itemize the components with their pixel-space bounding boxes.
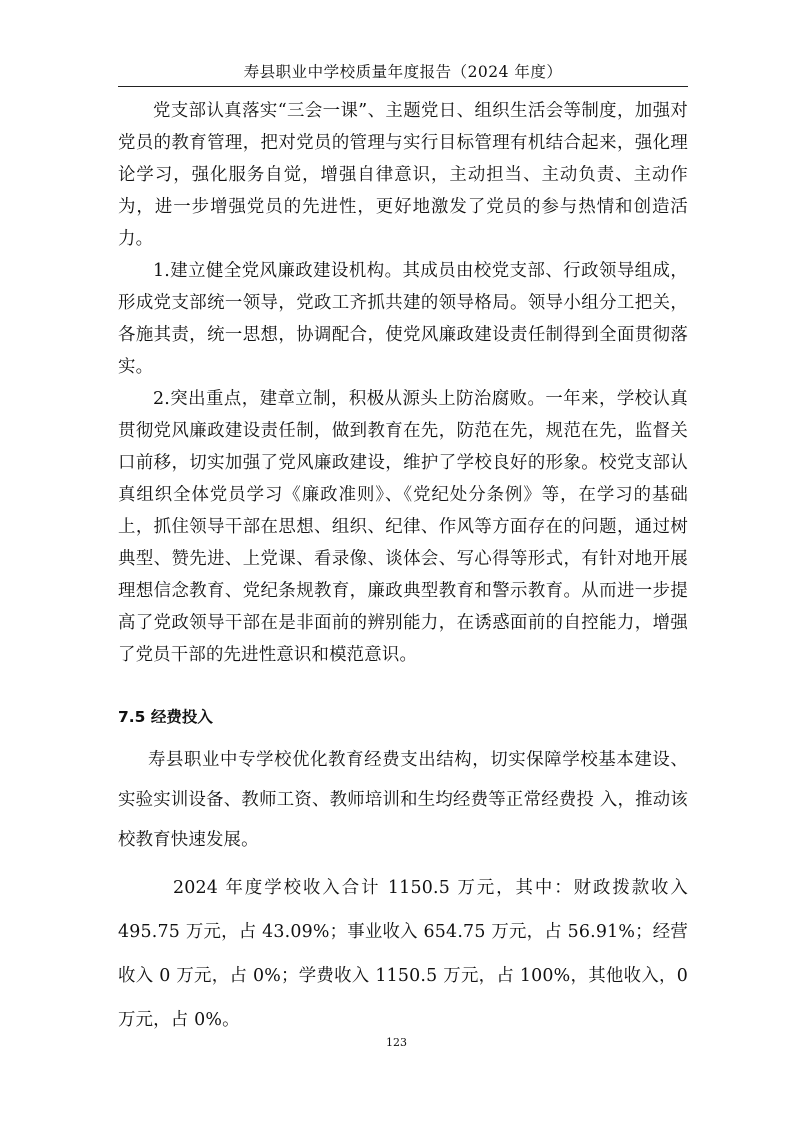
body-paragraph-item-2: 2.突出重点，建章立制，积极从源头上防治腐败。一年来，学校认真贯彻党风廉政建设责任制，做到教育在先，防范在先，规范在先，监督关口前移，切实加强了党风廉政建设，维护了学校良好的形象。校党支部认真组织全体党员学习《廉政准则》、《党纪处分条例》等，在学习的基础上，抓住领导干部在思想、组织、纪律、作风等方面存在的问题，通过树典型、赞先进、上党课、看录像、谈体会、写心得等形式，有针对地开展理想信念教育、党纪条规教育，廉政典型教育和警示教育。从而进一步提高了党政领导干部在是非面前的辨别能力，在诱惑面前的自控能力，增强了党员干部的先进性意识和模范意识。 [118,389,688,665]
page-header-title: 寿县职业中学校质量年度报告（2024 年度） [243,63,563,81]
body-paragraph-party-branch: 党支部认真落实“三会一课”、主题党日、组织生活会等制度，加强对党员的教育管理，把对党员的管理与实行目标管理有机结合起来，强化理论学习，强化服务自觉，增强自律意识，主动担当、主动负责、主动作为，进一步增强党员的先进性，更好地激发了党员的参与热情和创造活力。 [118,101,688,249]
body-paragraph-item-1: 1.建立健全党风廉政建设机构。其成员由校党支部、行政领导组成，形成党支部统一领导，党政工齐抓共建的领导格局。领导小组分工把关，各施其责，统一思想，协调配合，使党风廉政建设责任制得到全面贯彻落实。 [118,261,688,377]
section-heading: 7.5 经费投入 [118,708,213,726]
funding-income-paragraph: 2024 年度学校收入合计 1150.5 万元，其中：财政拨款收入 495.75 万元，占 43.09%；事业收入 654.75 万元，占 56.91%；经营收入 0 万元，占 0%；学费收入 1150.5 万元，占 100%，其他收入，0 万元，占 0%。 [118,878,688,1030]
funding-intro-paragraph: 寿县职业中专学校优化教育经费支出结构，切实保障学校基本建设、实验实训设备、教师工资、教师培训和生均经费等正常经费投 入，推动该校教育快速发展。 [118,750,688,850]
header-divider [118,86,688,87]
page-number: 123 [386,1036,407,1049]
